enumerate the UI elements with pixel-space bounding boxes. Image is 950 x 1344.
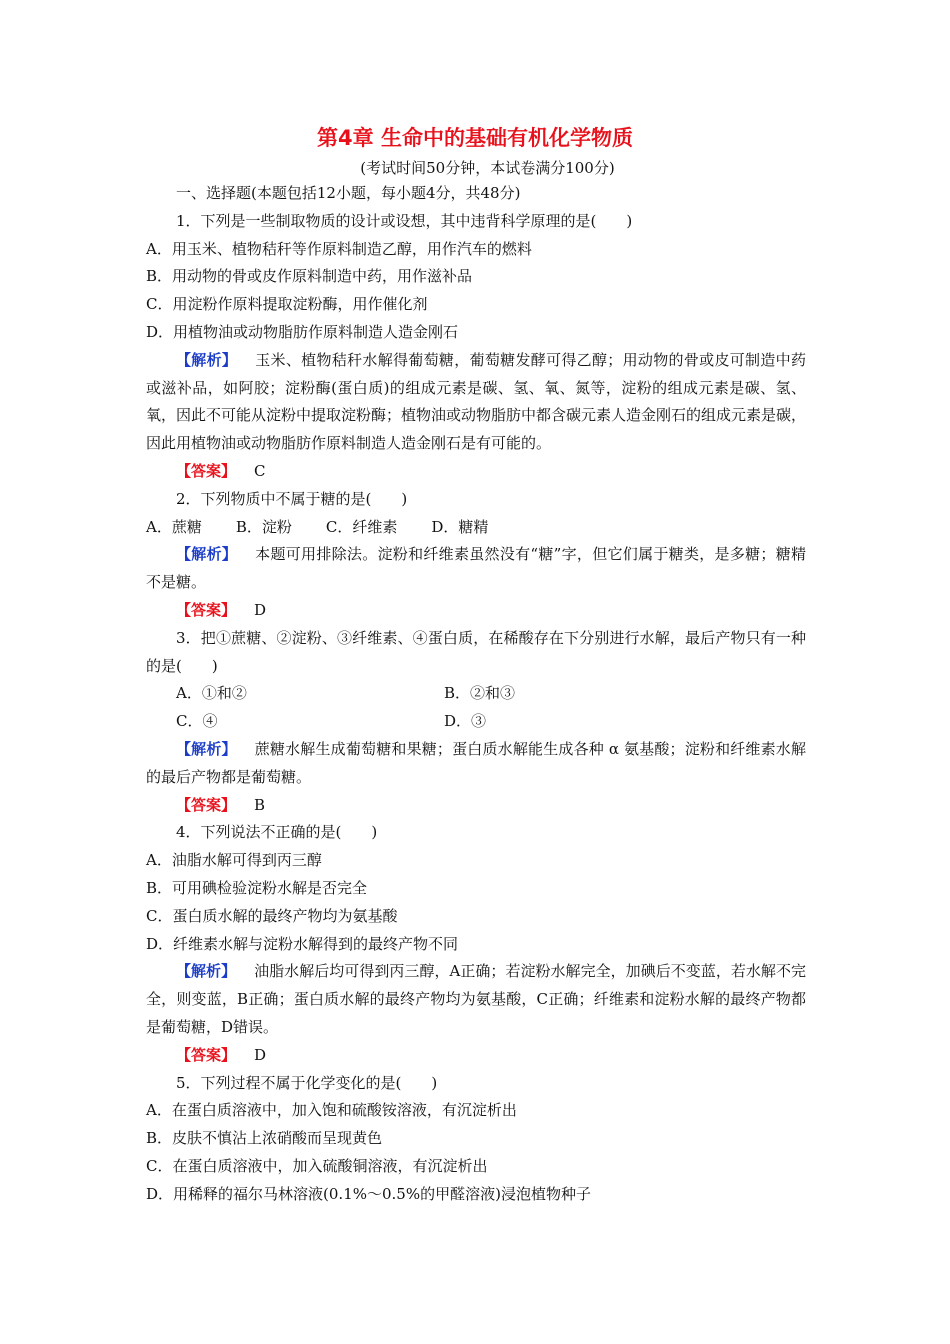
question-4-option-c: C．蛋白质水解的最终产物均为氨基酸 — [146, 906, 398, 925]
question-4-option-b: B．可用碘检验淀粉水解是否完全 — [146, 878, 368, 897]
answer-label: 【答案】 — [176, 461, 237, 480]
answer-value: C — [254, 461, 266, 480]
question-1-stem: 1．下列是一些制取物质的设计或设想，其中违背科学原理的是( ) — [176, 211, 633, 230]
question-2-option-d: D．糖精 — [431, 517, 489, 536]
analysis-text: 蔗糖水解生成葡萄糖和果糖；蛋白质水解能生成各种 α 氨基酸；淀粉和纤维素水解的最后产物都是葡萄糖。 — [146, 739, 806, 786]
question-1-answer — [146, 458, 806, 486]
analysis-label: 【解析】 — [176, 545, 238, 564]
analysis-label: 【解析】 — [176, 739, 237, 758]
question-3-analysis — [146, 736, 806, 792]
question-4-answer — [146, 1042, 806, 1070]
analysis-text: 油脂水解后均可得到丙三醇，A正确；若淀粉水解完全，加碘后不变蓝，若水解不完全，则变蓝，B正确；蛋白质水解的最终产物均为氨基酸，C正确；纤维素和淀粉水解的最终产物都是葡萄糖，D错误。 — [146, 962, 806, 1036]
answer-label: 【答案】 — [176, 1045, 237, 1064]
question-5-option-d: D．用稀释的福尔马林溶液(0.1%～0.5%的甲醛溶液)浸泡植物种子 — [146, 1184, 591, 1203]
question-4-option-a: A．油脂水解可得到丙三醇 — [146, 851, 322, 870]
question-4-option-d: D．纤维素水解与淀粉水解得到的最终产物不同 — [146, 934, 459, 953]
document-title: 第4章 生命中的基础有机化学物质 — [317, 126, 633, 150]
analysis-label: 【解析】 — [176, 350, 238, 369]
question-1-option-b: B．用动物的骨或皮作原料制造中药，用作滋补品 — [146, 267, 473, 286]
question-3-stem: 3．把①蔗糖、②淀粉、③纤维素、④蛋白质，在稀酸存在下分别进行水解，最后产物只有一种的是( ) — [146, 628, 806, 675]
answer-label: 【答案】 — [176, 600, 237, 619]
question-2-option-c: C．纤维素 — [325, 517, 398, 536]
question-1-option-d: D．用植物油或动物脂肪作原料制造人造金刚石 — [146, 322, 459, 341]
question-2-analysis — [146, 541, 806, 597]
question-1-option-c: C．用淀粉作原料提取淀粉酶，用作催化剂 — [146, 295, 428, 314]
question-3-answer — [146, 792, 806, 820]
section-heading: 一、选择题(本题包括12小题，每小题4分，共48分) — [176, 184, 521, 202]
question-1-option-a: A．用玉米、植物秸秆等作原料制造乙醇，用作汽车的燃料 — [146, 239, 532, 258]
answer-value: B — [254, 795, 266, 814]
question-5-option-c: C．在蛋白质溶液中，加入硫酸铜溶液，有沉淀析出 — [146, 1156, 488, 1175]
question-3-option-c: C．④ — [176, 712, 218, 731]
question-3-options-row-2 — [146, 708, 806, 736]
question-4-stem: 4．下列说法不正确的是( ) — [176, 823, 378, 842]
question-2-answer — [146, 597, 806, 625]
exam-info: (考试时间50分钟，本试卷满分100分) — [360, 159, 615, 177]
question-2-option-b: B．淀粉 — [235, 517, 292, 536]
question-3-option-a: A．①和② — [176, 684, 247, 703]
question-2-stem: 2．下列物质中不属于糖的是( ) — [176, 489, 408, 508]
analysis-label: 【解析】 — [176, 962, 237, 981]
document-body — [146, 180, 806, 1208]
analysis-text: 玉米、植物秸秆水解得葡萄糖，葡萄糖发酵可得乙醇；用动物的骨或皮可制造中药或滋补品，如阿胶；淀粉酶(蛋白质)的组成元素是碳、氢、氧、氮等，淀粉的组成元素是碳、氢、氧，因此不可能从淀粉中提取淀粉酶；植物油或动物脂肪中都含碳元素人造金刚石的组成元素是碳，因此用植物油或动物脂肪作原料制造人造金刚石是有可能的。 — [146, 350, 807, 453]
question-1-analysis — [146, 347, 806, 458]
question-3-option-b: B．②和③ — [444, 684, 516, 703]
question-5-option-b: B．皮肤不慎沾上浓硝酸而呈现黄色 — [146, 1129, 383, 1148]
question-4-analysis — [146, 958, 806, 1041]
question-5-stem: 5．下列过程不属于化学变化的是( ) — [176, 1073, 438, 1092]
question-3-option-d: D．③ — [444, 712, 487, 731]
answer-label: 【答案】 — [176, 795, 237, 814]
question-2-options — [146, 514, 806, 542]
analysis-text: 本题可用排除法。淀粉和纤维素虽然没有“糖”字，但它们属于糖类，是多糖；糖精不是糖。 — [146, 545, 806, 592]
question-5-option-a: A．在蛋白质溶液中，加入饱和硫酸铵溶液，有沉淀析出 — [146, 1101, 517, 1120]
answer-value: D — [254, 600, 267, 619]
answer-value: D — [254, 1045, 267, 1064]
question-3-options-row-1 — [146, 680, 806, 708]
question-2-option-a: A．蔗糖 — [146, 517, 202, 536]
